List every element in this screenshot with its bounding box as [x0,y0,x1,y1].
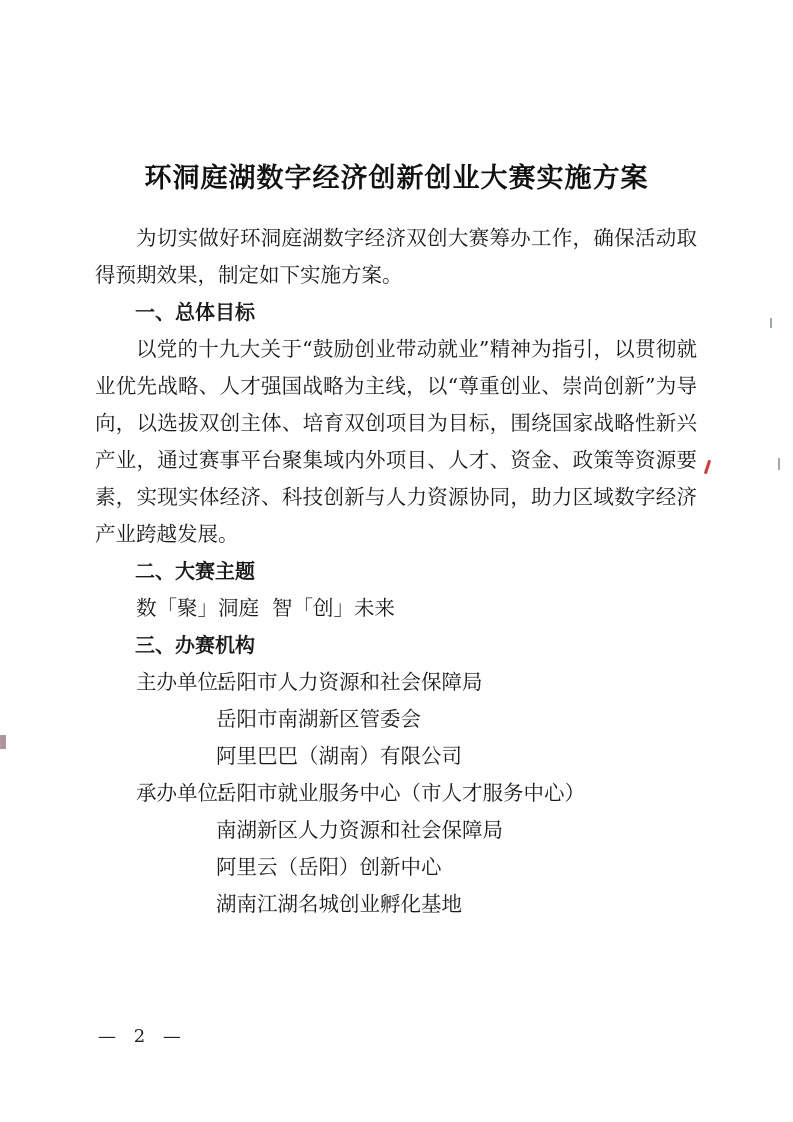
undertaker-row [95,812,697,849]
undertaker-row [95,775,697,812]
page-number: — 2 — [98,1026,187,1047]
section-heading-goals: 一、总体目标 [135,300,255,324]
scan-artifact [704,460,711,474]
section-heading-theme: 二、大赛主题 [135,559,255,583]
section-heading-organizers: 三、办赛机构 [135,633,255,657]
undertaker-row [95,886,697,923]
goals-paragraph: 以党的十九大关于“鼓励创业带动就业”精神为指引，以贯彻就业优先战略、人才强国战略为主线，以“尊重创业、崇尚创新”为导向，以选拔双创主体、培育双创项目为目标，围绕国家战略性新兴产业，通过赛事平台聚集域内外项目、人才、资金、政策等资源要素，实现实体经济、科技创新与人力资源协同，助力区域数字经济产业跨越发展。 [95,337,697,546]
organizer-item: 岳阳市人力资源和社会保障局 [216,670,483,694]
organizer-row [95,664,697,701]
undertaker-item: 湖南江湖名城创业孵化基地 [216,892,462,916]
organizers-label: 主办单位： [136,670,239,694]
undertaker-item: 阿里云（岳阳）创新中心 [216,855,442,879]
organizer-row [95,738,697,775]
intro-paragraph: 为切实做好环洞庭湖数字经济双创大赛筹办工作，确保活动取得预期效果，制定如下实施方案。 [95,226,697,287]
document-title: 环洞庭湖数字经济创新创业大赛实施方案 [144,163,649,195]
theme-text: 数「聚」洞庭 智「创」未来 [136,596,396,620]
organizer-list [95,664,697,923]
document-body [95,220,697,923]
undertaker-row [95,849,697,886]
scan-artifact [770,318,772,328]
scan-artifact [778,458,780,470]
undertakers-label: 承办单位： [136,781,239,805]
organizer-item: 阿里巴巴（湖南）有限公司 [216,744,462,768]
undertaker-item: 南湖新区人力资源和社会保障局 [216,818,503,842]
undertaker-item: 岳阳市就业服务中心（市人才服务中心） [216,781,585,805]
scan-artifact [0,735,6,749]
organizer-row [95,701,697,738]
organizer-item: 岳阳市南湖新区管委会 [216,707,421,731]
